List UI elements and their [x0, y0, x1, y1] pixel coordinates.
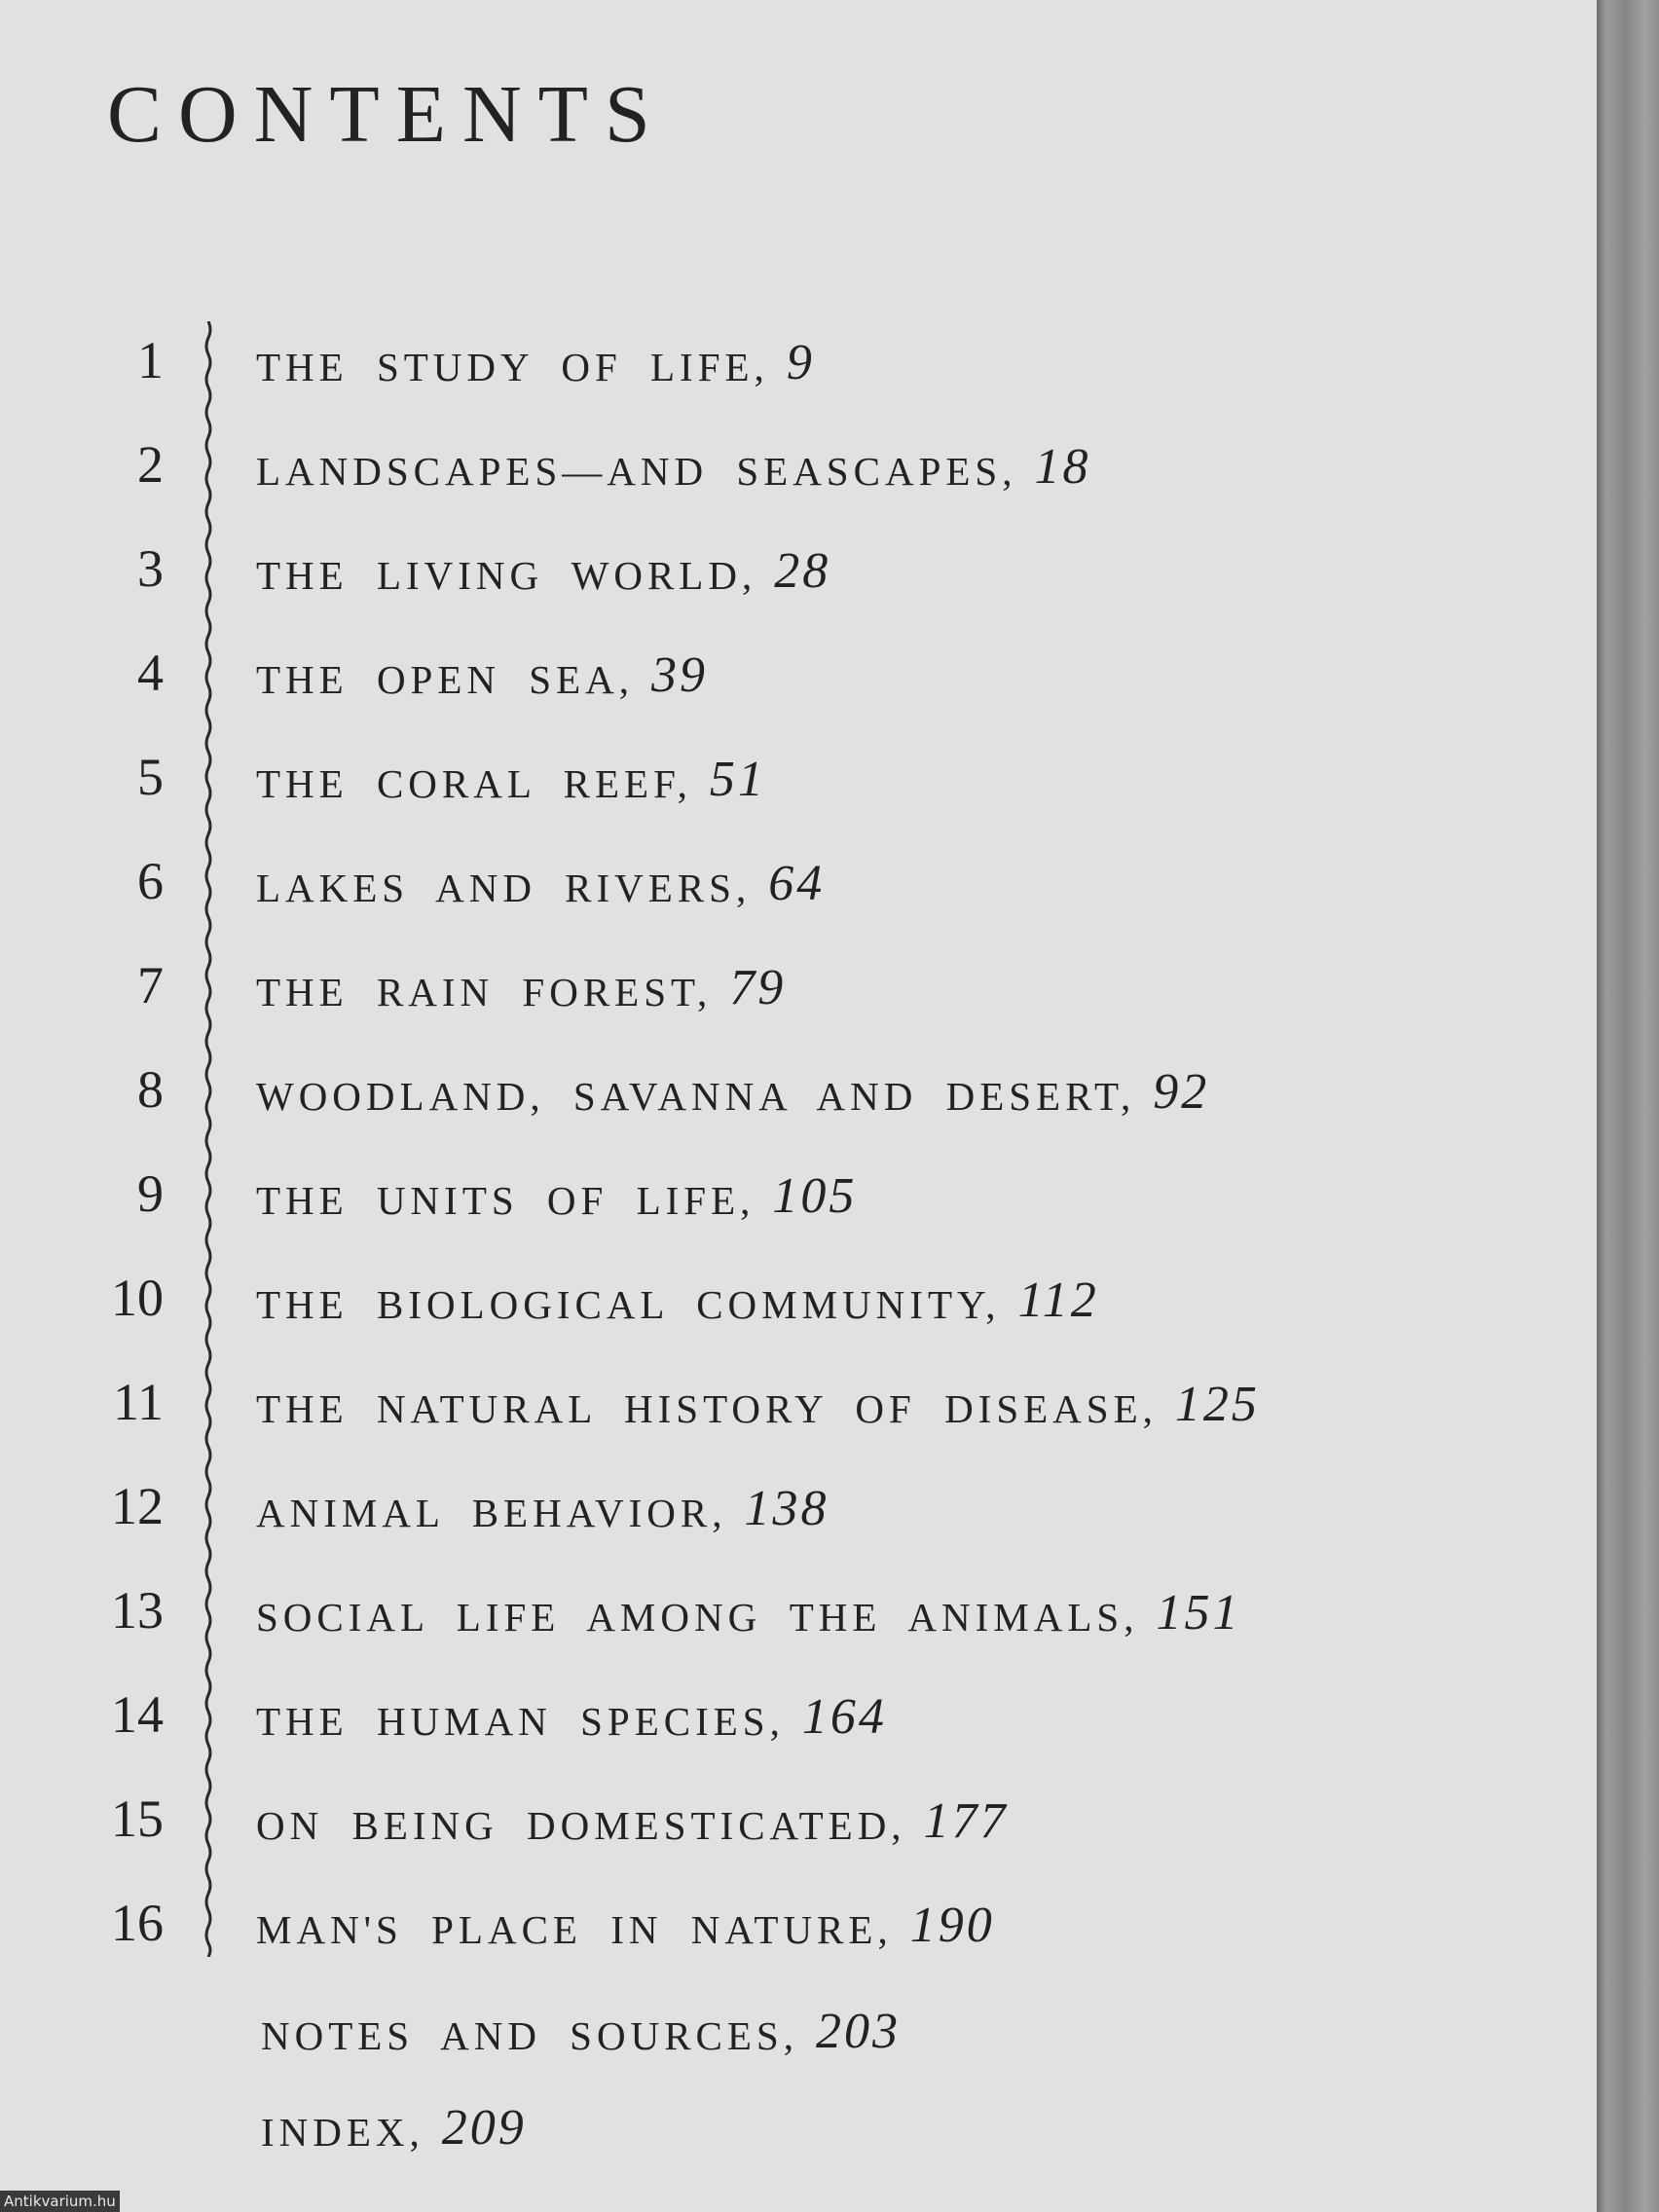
chapter-number: 5	[137, 748, 164, 806]
chapter-page-number: 177	[923, 1793, 1009, 1849]
chapter-page-number: 190	[909, 1898, 995, 1953]
chapter-number: 1	[137, 331, 164, 389]
chapter-title: THE BIOLOGICAL COMMUNITY,	[256, 1282, 1001, 1327]
toc-entry[interactable]	[256, 960, 787, 1015]
chapter-title: THE OPEN SEA,	[256, 657, 634, 702]
toc-entry[interactable]	[256, 1377, 1260, 1432]
chapter-page-number: 39	[650, 647, 708, 703]
back-matter-page-number: 209	[441, 2100, 527, 2156]
chapter-page-number: 51	[709, 752, 766, 807]
back-matter-title: INDEX,	[261, 2110, 424, 2155]
chapter-title: THE NATURAL HISTORY OF DISEASE,	[256, 1386, 1158, 1431]
chapter-number: 8	[137, 1060, 164, 1119]
toc-entry[interactable]	[256, 1064, 1210, 1120]
chapter-number: 13	[111, 1581, 164, 1640]
chapter-number: 12	[111, 1477, 164, 1535]
chapter-page-number: 105	[772, 1168, 858, 1224]
chapter-page-number: 112	[1017, 1272, 1099, 1328]
chapter-page-number: 28	[774, 543, 831, 599]
back-matter-entry[interactable]	[261, 2100, 527, 2156]
chapter-title: MAN'S PLACE IN NATURE,	[256, 1907, 893, 1952]
wavy-bracket-ornament	[193, 321, 232, 1957]
chapter-title: THE UNITS OF LIFE,	[256, 1178, 756, 1223]
page-edge	[1597, 0, 1659, 2212]
chapter-number: 6	[137, 852, 164, 910]
toc-entry[interactable]	[256, 856, 826, 911]
chapter-page-number: 79	[729, 960, 787, 1015]
chapter-number: 9	[137, 1164, 164, 1223]
chapter-number: 14	[111, 1685, 164, 1744]
chapter-page-number: 125	[1174, 1377, 1260, 1432]
toc-entry[interactable]	[256, 1481, 830, 1536]
chapter-title: THE STUDY OF LIFE,	[256, 345, 769, 389]
watermark: Antikvarium.hu	[0, 2191, 120, 2212]
chapter-page-number: 92	[1153, 1064, 1210, 1120]
toc-entry[interactable]	[256, 543, 831, 599]
chapter-page-number: 138	[744, 1481, 830, 1536]
chapter-page-number: 18	[1034, 439, 1091, 495]
chapter-title: THE HUMAN SPECIES,	[256, 1699, 785, 1744]
chapter-number: 4	[137, 644, 164, 702]
toc-entry[interactable]	[256, 335, 815, 390]
chapter-title: ANIMAL BEHAVIOR,	[256, 1491, 727, 1535]
chapter-number: 15	[111, 1789, 164, 1848]
toc-entry[interactable]	[256, 439, 1091, 495]
chapter-number: 10	[111, 1269, 164, 1327]
toc-entry[interactable]	[256, 1585, 1241, 1641]
chapter-number: 2	[137, 435, 164, 494]
chapter-page-number: 64	[768, 856, 826, 911]
chapter-title: WOODLAND, SAVANNA AND DESERT,	[256, 1074, 1136, 1119]
chapter-page-number: 151	[1156, 1585, 1241, 1641]
toc-entry[interactable]	[256, 1168, 858, 1224]
toc-entry[interactable]	[256, 1272, 1099, 1328]
back-matter-page-number: 203	[815, 2004, 901, 2059]
chapter-number: 11	[113, 1373, 164, 1431]
toc-entry[interactable]	[256, 1689, 887, 1745]
toc-entry[interactable]	[256, 752, 766, 807]
chapter-title: LANDSCAPES—AND SEASCAPES,	[256, 449, 1017, 494]
toc-entry[interactable]	[256, 647, 708, 703]
chapter-page-number: 164	[801, 1689, 887, 1745]
chapter-title: LAKES AND RIVERS,	[256, 866, 752, 910]
toc-entry[interactable]	[256, 1793, 1009, 1849]
chapter-number: 7	[137, 956, 164, 1014]
chapter-page-number: 9	[786, 335, 815, 390]
chapter-title: ON BEING DOMESTICATED,	[256, 1803, 906, 1848]
page-title: CONTENTS	[107, 69, 667, 160]
back-matter-entry[interactable]	[261, 2004, 901, 2059]
chapter-title: THE CORAL REEF,	[256, 761, 692, 806]
back-matter-title: NOTES AND SOURCES,	[261, 2013, 798, 2058]
chapter-number: 3	[137, 539, 164, 598]
toc-entry[interactable]	[256, 1898, 995, 1953]
chapter-number: 16	[111, 1894, 164, 1952]
chapter-title: THE RAIN FOREST,	[256, 970, 713, 1014]
chapter-title: SOCIAL LIFE AMONG THE ANIMALS,	[256, 1595, 1139, 1640]
chapter-title: THE LIVING WORLD,	[256, 553, 757, 598]
